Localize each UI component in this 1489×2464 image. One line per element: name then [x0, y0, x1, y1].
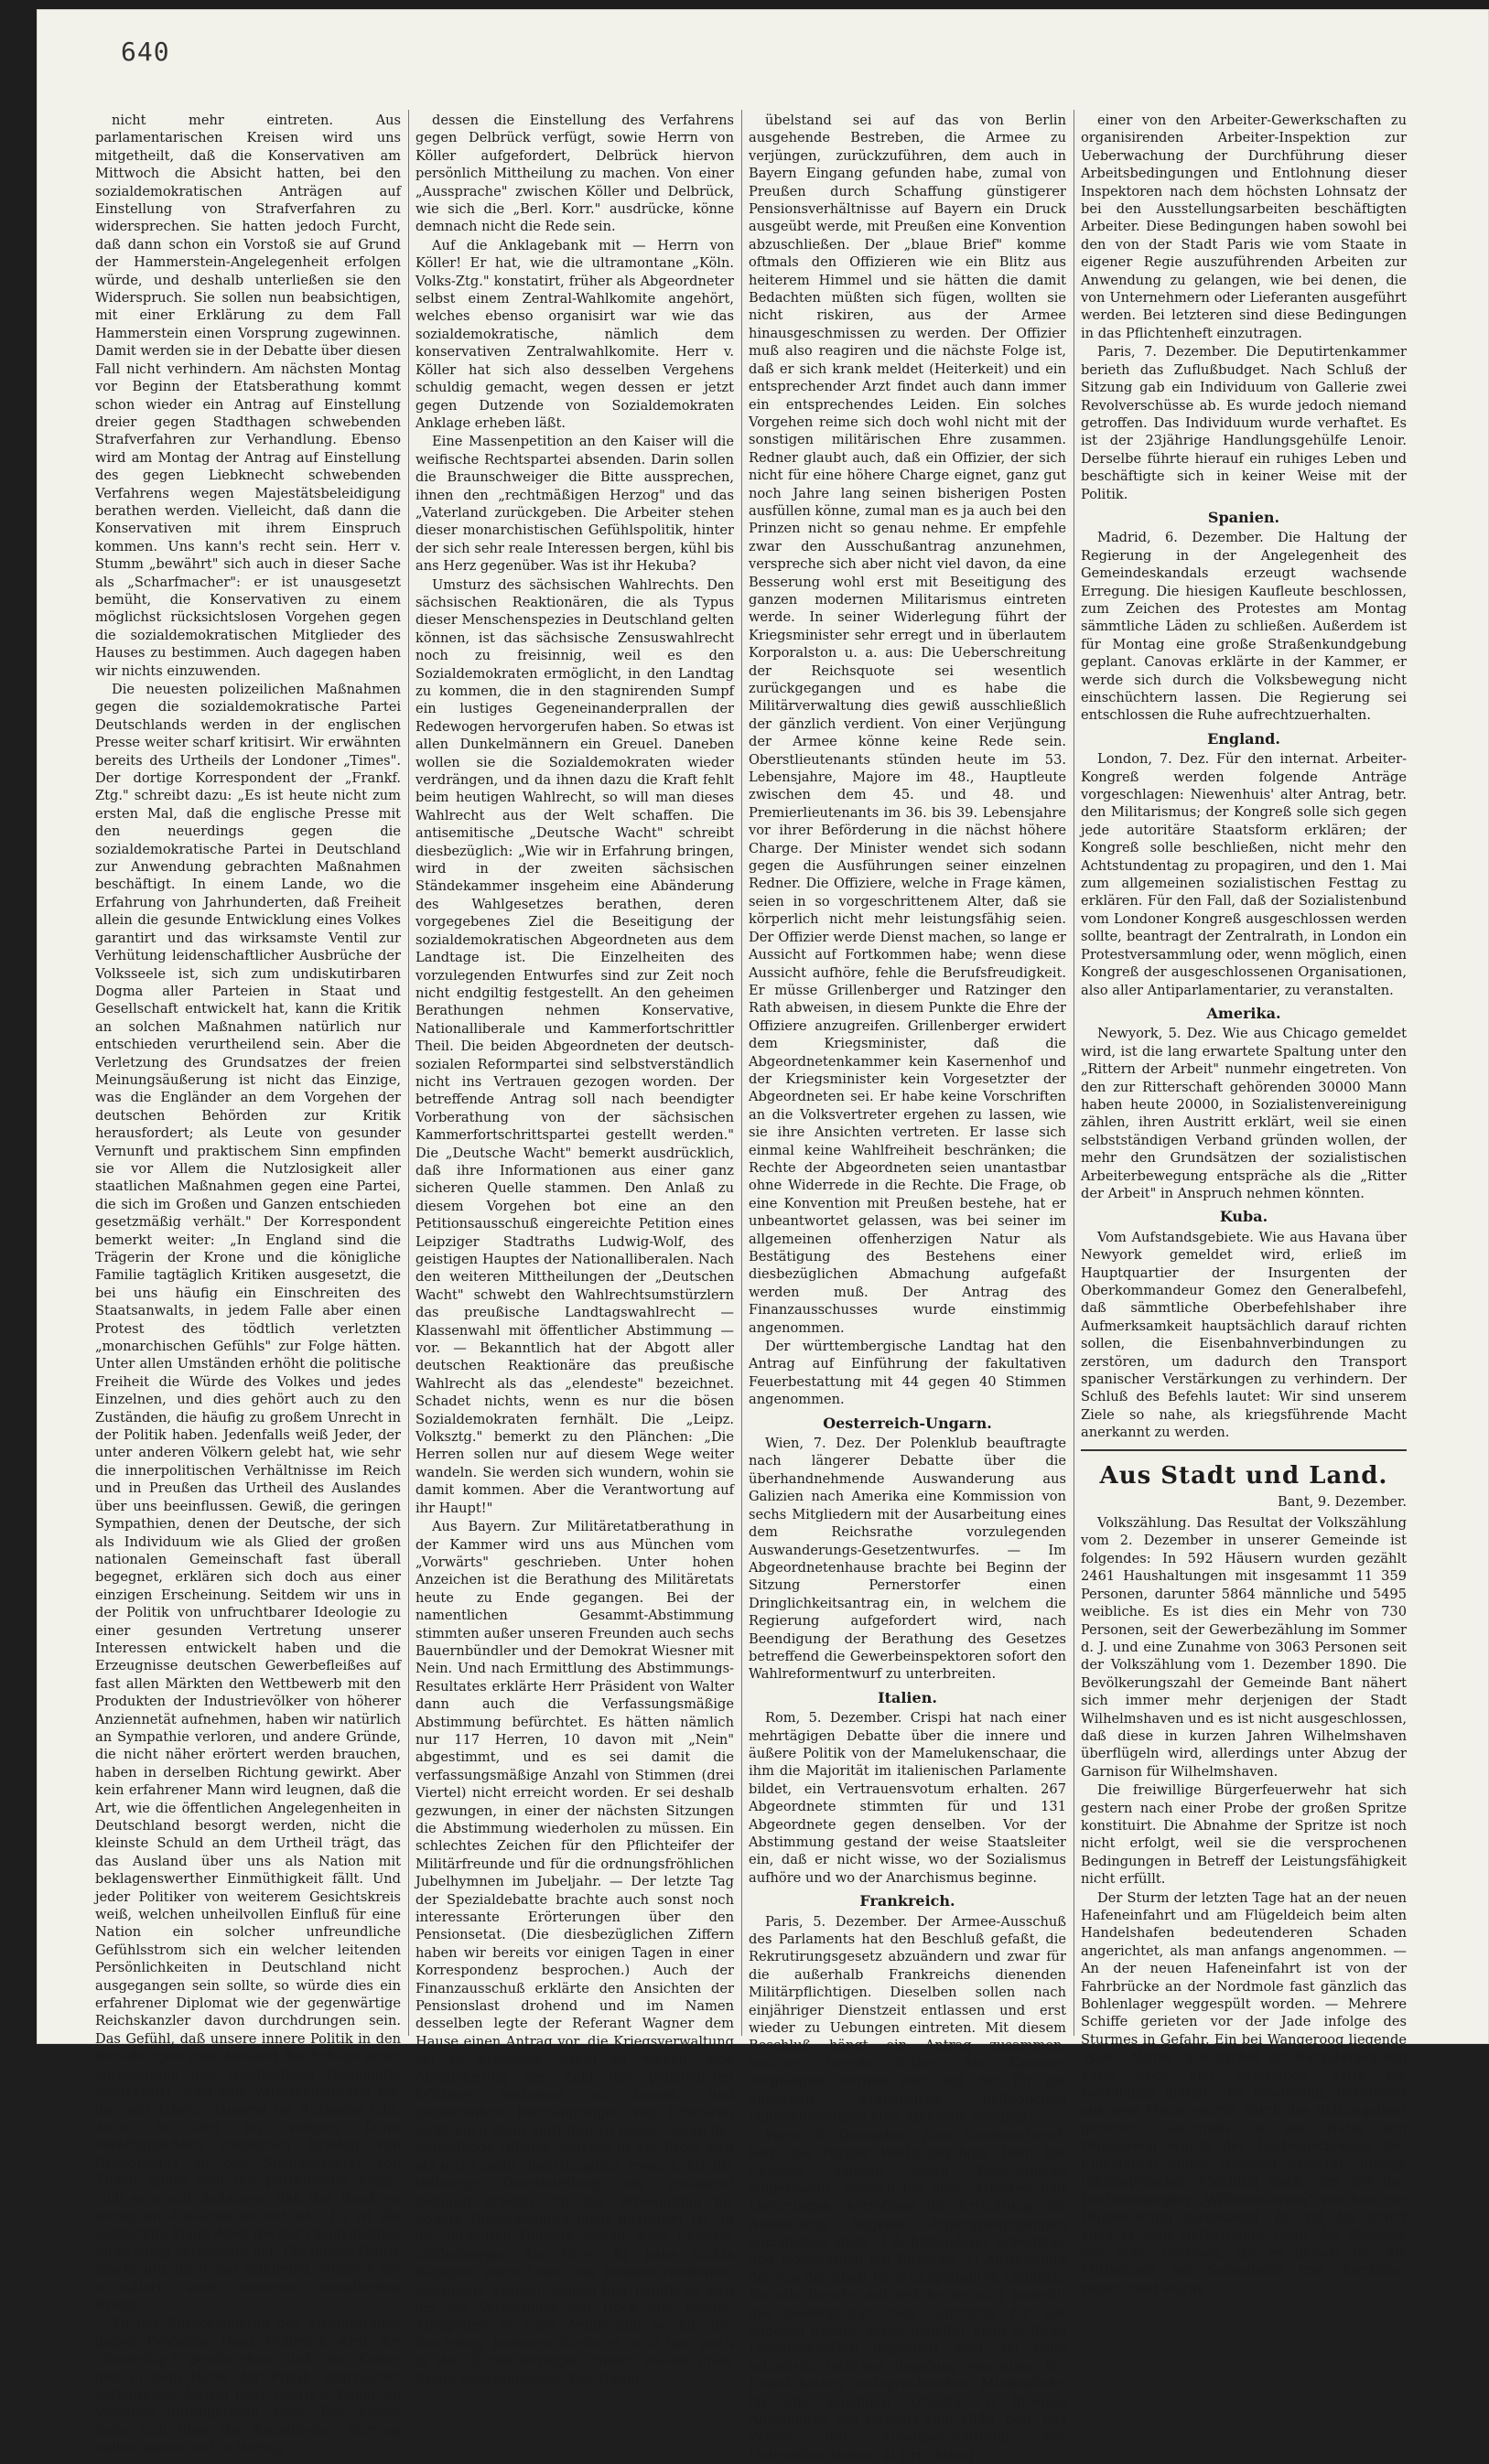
article-paragraph: Paris, 5. Dezember. Der Armee-Ausschuß des Parlaments hat den Beschluß gefaßt, die Rekrutirungsgesetz abzuändern und zwar für die außerhalb Frankreichs dienenden Militärpflichtigen. Dieselben sollen nach einjähriger Dienstzeit entlassen und erst wieder zu Uebungen eintreten. Mit diesem Beschluß hängt ein Antrag zusammen, welcher bereits früher der Kammer vorgelegen worden war und der für die außerhalb Frankreichs befindlichen Fahnenflüchtigen eine Amnestie verlangt. — [749, 1913, 1066, 2126]
article-paragraph: Wien, 7. Dez. Der Polenklub beauftragte nach längerer Debatte über die überhandnehmende Auswanderung aus Galizien nach Amerika eine Kommission von sechs Mitgliedern mit der Ausarbeitung eines dem Reichsrathe vorzulegenden Auswanderungs-Gesetzentwurfes. — Im Abgeordnetenhause brachte bei Beginn der Sitzung Pernerstorfer einen Dringlichkeitsantrag ein, in welchem die Regierung aufgefordert wird, nach Beendigung der Berathung des Gesetzes betreffend die Gewerbeinspektoren sofort den Wahlreformentwurf zu unterbreiten. — [749, 1435, 1066, 1684]
column-rule — [408, 110, 409, 2036]
newspaper-page — [37, 9, 1489, 2044]
article-paragraph: Der Sturm der letzten Tage hat an der neuen Hafeneinfahrt und am Flügeldeich beim alten Handelshafen bedeutenderen Schaden angerichtet, als man anfangs angenommen. — An der neuen Hafeneinfahrt ist von der Fahrbrücke an der Nordmole fast gänzlich das Bohlenlager weggespült worden. — Mehrere Schiffe gerieten vor der Jade infolge des Sturmes in Gefahr. Ein bei Wangeroog liegende Tjalk, „Marie", aus Barßel, mit Backsteinen von Varel nach hier unterwegs, hatte die Nothflagge gehißt. Die Besatzung, bestehend aus zwei Mann, wurde durch das Rettungsboot gerettet. Gleichfalls in der Nähe von Wangeroog wurde der Lootsenschooner der Elbestation hülfos treibend bemerkt. Infolge telegraphischer Meldung nach hier lief der Lootsendampfer „Wilhelmshaven" von hier zur Hülfeleistung ausgesandt. Er traf das Schiff auch in ganz gefährlicher Lage. Als dasselbe von einer Sturzsee, die es gerade um die Mittagszeit am Sonnabend traf, furchtbar zugerichtet wurde — [1081, 1889, 1407, 2297]
article-paragraph: Rom, 5. Dezember. Crispi hat nach einer mehrtägigen Debatte über die innere und äußere Politik von der Mamelukenschaar, die ihm die Majorität im italienischen Parlamente bildet, ein Vertrauensvotum erhalten. 267 Abgeordnete stimmten für und 131 Abgeordnete gegen denselben. Vor der Abstimmung gestand der weise Staatsleiter ein, daß er nicht wisse, wo der Sozialismus aufhöre und wo der Anarchismus beginne. — [749, 1709, 1066, 1887]
column-rule — [741, 110, 742, 2036]
section-heading: Italien. — [749, 1689, 1066, 1706]
article-paragraph: einer von den Arbeiter-Gewerkschaften zu organisirenden Arbeiter-Inspektion zur Ueberwachung der Durchführung dieser Arbeitsbedingungen und Entlohnung dieser Inspektoren nach dem höchsten Lohnsatz der bei den Ausstellungsarbeiten beschäftigten Arbeiter. Diese Bedingungen haben sowohl bei den von der Stadt Paris wie vom Staate in eigener Regie auszuführenden Arbeiten zur Anwendung zu gelangen, wie bei denen, die von Unternehmern oder Lieferanten ausgeführt werden. Bei letzteren sind diese Bedingungen in das Pflichtenheft einzutragen. — [1081, 112, 1407, 342]
text-column-3 — [749, 112, 1066, 2033]
text-column-2 — [415, 112, 734, 2033]
article-paragraph: London, 7. Dez. Für den internat. Arbeiter-Kongreß werden folgende Anträge vorgeschlagen: Niewenhuis' alter Antrag, betr. den Militarismus; der Kongreß solle sich gegen jede autoritäre Staatsform erklären; der Kongreß solle beschließen, nicht mehr den Achtstundentag zu propagiren, und den 1. Mai zum allgemeinen sozialistischen Festtag zu erklären. Für den Fall, daß der Sozialistenbund vom Londoner Kongreß ausgeschlossen werden sollte, beantragt der Zentralrath, in London ein Protestversammlung oder, wenn möglich, einen Kongreß der ausgeschlossenen Organisationen, also aller Antiparlamentarier, zu veranstalten. — [1081, 750, 1407, 999]
article-paragraph: Volkszählung. Das Resultat der Volkszählung vom 2. Dezember in unserer Gemeinde ist folgendes: In 592 Häusern wurden gezählt 2461 Haushaltungen mit insgesammt 11 359 Personen, darunter 5864 männliche und 5495 weibliche. Es ist dies ein Mehr von 730 Personen, seit der Gewerbezählung im Sommer d. J. und eine Zunahme von 3063 Personen seit der Volkszählung vom 1. Dezember 1890. Die Bevölkerungszahl der Gemeinde Bant nähert sich immer mehr derjenigen der Stadt Wilhelmshaven und es ist nicht ausgeschlossen, daß diese in kurzen Jahren Wilhelmshaven überflügeln wird, allerdings unter Abzug der Garnison für Wilhelmshaven. — [1081, 1514, 1407, 1781]
article-paragraph: dessen die Einstellung des Verfahrens gegen Delbrück verfügt, sowie Herrn von Köller aufgefordert, Delbrück hiervon persönlich Mittheilung zu machen. Von einer „Aussprache" zwischen Köller und Delbrück, wie sich die „Berl. Korr." ausdrücke, könne demnach nicht die Rede sein. — [415, 112, 734, 236]
section-rule — [1081, 1449, 1407, 1451]
article-paragraph: übelstand sei auf das von Berlin ausgehende Bestreben, die Armee zu verjüngen, zurückzuführen, dem auch in Bayern Eingang gefunden habe, zumal von Preußen durch Schaffung günstigerer Pensionsverhältnisse auf Bayern ein Druck ausgeübt werde, mit Preußen eine Konvention abzuschließen. Der „blaue Brief" komme oftmals den Offizieren wie ein Blitz aus heiterem Himmel und sie hätten die damit Bedachten müßten sich fügen, wollten sie nicht riskiren, aus der Armee hinausgeschmissen zu werden. Der Offizier muß also reagiren und die nächste Folge ist, daß er sich krank meldet (Heiterkeit) und ein entsprechender Arzt findet auch dann immer ein entsprechendes Leiden. Ein solches Vorgehen reime sich doch wohl nicht mit der sonstigen militärischen Ehre zusammen. Redner glaubt auch, daß ein Offizier, der sich nicht für eine höhere Charge eignet, ganz gut noch Jahre lang seinen bisherigen Posten ausfüllen könne, zumal man es ja auch bei den Prinzen nicht so genau nehme. Er empfehle zwar den Ausschußantrag anzunehmen, verspreche sich aber nicht viel davon, da eine Besserung wohl erst mit Beseitigung des ganzen modernen Militarismus eintreten werde. In seiner Widerlegung führt der Kriegsminister sehr erregt und in überlautem Korporalston u. a. aus: Die Ueberschreitung der Reichsquote sei wesentlich zurückgegangen und es habe die Militärverwaltung dies gewiß ausschließlich der gänzlich verdient. Von einer Verjüngung der Armee könne keine Rede sein. Oberstlieutenants stünden heute im 53. Lebensjahre, Majore im 48., Hauptleute zwischen dem 45. und 48. und Premierlieutenants im 36. bis 39. Lebensjahre vor ihrer Beförderung in die nächst höhere Charge. Der Minister wendet sich sodann gegen die Ausführungen seiner einzelnen Redner. Die Offiziere, welche in Frage kämen, seien in so vorgeschrittenem Alter, daß sie körperlich nicht mehr leistungsfähig seien. Der Offizier werde Dienst machen, so lange er Aussicht auf Fortkommen habe; wenn diese Aussicht aufhöre, fehle die Berufsfreudigkeit. Er müsse Grillenberger und Ratzinger den Rath abweisen, in diesem Punkte die Ehre der Offiziere anzugreifen. Grillenberger erwidert dem Kriegsminister, daß die Abgeordnetenkammer kein Kasernenhof und der Kriegsminister kein Vorgesetzter der Abgeordneten sei. Er habe keine Vorschriften an die Volksvertreter ergehen zu lassen, wie sie ihre Ansichten vertreten. Er lasse sich einmal keine Wahlfreiheit beschränken; die Rechte der Abgeordneten seien unantastbar ohne Widerrede in die Rechte. Die Frage, ob eine Konvention mit Preußen bestehe, hat er unbeantwortet gelassen, was bei seiner im allgemeinen offenherzigen Natur als Bestätigung des Bestehens einer diesbezüglichen Abmachung aufgefaßt werden muß. Der Antrag des Finanzausschusses wurde einstimmig angenommen. — [749, 112, 1066, 1337]
page-number: 640 — [121, 37, 170, 67]
article-paragraph: Die neuesten polizeilichen Maßnahmen gegen die sozialdemokratische Partei Deutschlands werden in der englischen Presse weiter scharf kritisirt. Wir erwähnten bereits des Urtheils der Londoner „Times". Der dortige Korrespondent der „Frankf. Ztg." schreibt dazu: „Es ist heute nicht zum ersten Mal, daß die englische Presse mit den neuerdings gegen die sozialdemokratische Partei in Deutschland zur Anwendung gebrachten Maßnahmen beschäftigt. In einem Lande, wo die Erfahrung von Jahrhunderten, daß Freiheit allein die gesunde Entwicklung eines Volkes garantirt und das wirksamste Ventil zur Verhütung leidenschaftlicher Ausbrüche der Volksseele ist, sich zum undiskutirbaren Dogma aller Parteien in Staat und Gesellschaft entwickelt hat, kann die Kritik an solchen Maßnahmen natürlich nur entschieden verurtheilend sein. Aber die Verletzung des Grundsatzes der freien Meinungsäußerung ist nicht das Einzige, was die Engländer an dem Vorgehen der deutschen Behörden zur Kritik herausfordert; als Leute von gesunder Vernunft und praktischem Sinn empfinden sie vor Allem die Nutzlosigkeit aller staatlichen Maßnahmen gegen eine Partei, die sich im Großen und Ganzen entschieden gesetzmäßig verhält." Der Korrespondent bemerkt weiter: „In England sind die Trägerin der Krone und die königliche Familie tagtäglich Kritiken ausgesetzt, die bei uns häufig ein Einschreiten des Staatsanwalts, in jedem Falle aber einen Protest des tödtlich verletzten „monarchischen Gefühls" zur Folge hätten. Unter allen Umständen erhöht die politische Freiheit die Würde des Volkes und jedes Einzelnen, und dies gehört auch zu den Zuständen, die häufig zu großem Unrecht in der Politik haben. Jedenfalls weiß Jeder, der unter anderen Völkern gelebt hat, wie sehr die innerpolitischen Verhältnisse im Reich und in Preußen das Urtheil des Auslandes über uns beeinflussen. Gewiß, die geringen Sympathien, denen der Deutsche, der sich als Individuum wie als Glied der großen nationalen Gemeinschaft fast überall begegnet, erklären sich doch aus einer einzigen Erscheinung. Seitdem wir uns in der Politik von unfruchtbarer Ideologie zu einer gesunden Vertretung unserer Interessen entwickelt haben und die Erzeugnisse deutschen Gewerbefleißes auf fast allen Märkten den Wettbewerb mit den Produkten der Industrievölker von höherer Anziennetät aufnehmen, haben wir natürlich an Sympathie verloren, und andere Gründe, die nicht näher erörtert werden brauchen, haben in derselben Richtung gewirkt. Aber kein erfahrener Mann wird leugnen, daß die Art, wie die öffentlichen Angelegenheiten in Deutschland besorgt werden, nicht die kleinste Schuld an dem Urtheil trägt, das das Ausland über uns als Nation mit beklagenswerther Einmüthigkeit fällt. Und jeder Politiker von weiterem Gesichtskreis weiß, welchen unheilvollen Einfluß für eine Nation ein solcher unfreundliche Gefühlsstrom sich ein welcher leitenden Persönlichkeiten in Deutschland nicht ausgegangen sein sollte, so würde dies ein erfahrener Diplomat wie der gegenwärtige Reichskanzler davon durchdrungen sein. Das Gefühl, daß unsere innere Politik in den Beziehungen zum Ausland die Erfolge einer vorsichtigen und friedfertigen Diplomatie neutralisirt, wird kein Vaterlandsfreund los, der seit Jahren dauernd im Auslande lebt. Auch in den im vorigen Jahre veröffentlichten römischen Briefen von Gregorovius an den Staatssekretär von Thiele findet sich die patriotische Klage: „Ich sehe mit Bedauern, daß das Reich so wenig im Auslande beliebt ist." Es ist die stereotype Klage Aller, die der Chauvinismus nicht völlig verblendet hat. Die innere Politik macht uns nicht nur mißliebig, sondern sie schmälert auch unseren moralischen Kredit." — [95, 681, 401, 2314]
section-heading: Spanien. — [1081, 509, 1407, 526]
article-paragraph: Die freiwillige Bürgerfeuerwehr hat sich gestern nach einer Probe der großen Spritze konstituirt. Die Abnahme der Spritze ist noch nicht erfolgt, weil sie die versprochenen Bedingungen in Betreff der Leistungsfähigkeit nicht erfüllt. — [1081, 1781, 1407, 1888]
text-column-4 — [1081, 112, 1407, 2033]
section-heading: Kuba. — [1081, 1208, 1407, 1225]
dateline: Bant, 9. Dezember. — [1081, 1493, 1407, 1511]
article-paragraph: Newyork, 5. Dez. Wie aus Chicago gemeldet wird, ist die lang erwartete Spaltung unter den „Rittern der Arbeit" nunmehr eingetreten. Von den zur Ritterschaft gehörenden 30000 Mann haben heute 20000, in Sozialistenvereinigung zählen, ihren Austritt erklärt, weil sie einen selbstständigen Verband gründen wollen, der mehr den Grundsätzen der sozialistischen Arbeiterbewegung entspräche als die „Ritter der Arbeit" in Anspruch nehmen könnten. — [1081, 1025, 1407, 1202]
article-paragraph: nicht mehr eintreten. Aus parlamentarischen Kreisen wird uns mitgetheilt, daß die Konservativen am Mittwoch die Absicht hatten, bei den sozialdemokratischen Anträgen auf Einstellung von Strafverfahren zu widersprechen. Sie hatten jedoch Furcht, daß dann schon ein Vorstoß sie auf Grund der Hammerstein-Angelegenheit erfolgen würde, und deshalb unterließen sie den Widerspruch. Sie sollen nun beabsichtigen, mit einer Erklärung zu dem Fall Hammerstein einen Vorsprung zugewinnen. Damit werden sie in der Debatte über diesen Fall nicht verhindern. Am nächsten Montag vor Beginn der Etatsberathung kommt schon wieder ein Antrag auf Einstellung dreier gegen Stadthagen schwebenden Strafverfahren zur Verhandlung. Ebenso wird am Montag der Antrag auf Einstellung des gegen Liebknecht schwebenden Verfahrens wegen Majestätsbeleidigung berathen werden. Vielleicht, daß dann die Konservativen mit ihrem Einspruch kommen. Uns kann's recht sein. Herr v. Stumm „bewährt" sich auch in dieser Sache als „Scharfmacher": er ist unausgesetzt bemüht, die Konservativen zu einem möglichst rücksichtslosen Vorgehen gegen die sozialdemokratischen Mitglieder des Hauses zu bestimmen. Auch dagegen haben wir nichts einzuwenden. — [95, 112, 401, 680]
section-heading: Oesterreich-Ungarn. — [749, 1415, 1066, 1432]
article-paragraph: Eine Massenpetition an den Kaiser will die weifische Rechtspartei absenden. Darin sollen die Braunschweiger die Bitte aussprechen, ihnen den „rechtmäßigen Herzog" und das „Vaterland zurückgeben. Die Arbeiter stehen dieser monarchistischen Gefühlspolitik, hinter der sich sehr reale Interessen bergen, kühl bis ans Herz gegenüber. Was ist ihr Hekuba? — [415, 433, 734, 575]
section-heading: Amerika. — [1081, 1005, 1407, 1022]
section-title: Aus Stadt und Land. — [1081, 1460, 1407, 1491]
section-heading: England. — [1081, 730, 1407, 748]
text-column-1 — [95, 112, 401, 2033]
article-paragraph: Paris, 6. Dezember. Zum Gesetzentwurf, betr. die Pariser Weltausstellung 1900 hat Genosse Vaillant einen Zusatzantrag eingebracht, wonach bei allen Arbeiten und Lieferungen, betreffend die Errichtung der Ausstellung, folgende Arbeitsbedingungen einzuhalten sind: 1) Achtstündiger Arbeitstag und wöchentlich ein Ruhetag. 2) Anwendung der von der Stadt Paris aufgestellten Lohnliste für alle Berufe, auf welche sie sich bezieht; des gewerkschaftlichen Lohntarifs für alle anderen Berufe, deren Arbeiter nicht in ihren Gewerkschaften organisirt sind; im Falle schiedsrichterlicher Regelung von einer ein Einsatzkosten entsprechenden Minimallohn für alle sonstigen Arbeiter. 3) Strenge Anwendung des Dekrets vom 1848, betr. das Verbot der Arbeitsvermittlung von Unterakkordanten. 4) Errichtung — [749, 2127, 1066, 2464]
article-paragraph: Vom Aufstandsgebiete. Wie aus Havana über Newyork gemeldet wird, erließ im Hauptquartier der Insurgenten der Oberkommandeur Gomez den Generalbefehl, daß sämmtliche Oberbefehlshaber ihre Aufmerksamkeit hauptsächlich darauf richten sollen, die Eisenbahnverbindungen zu zerstören, um dadurch den Transport spanischer Verstärkungen zu verhindern. Der Schluß des Befehls lautet: Wir sind unserem Ziele so nahe, als kriegsführende Macht anerkannt zu werden. — [1081, 1229, 1407, 1442]
article-paragraph: Paris, 7. Dezember. Die Deputirtenkammer berieth das Zuflußbudget. Nach Schluß der Sitzung gab ein Individuum von Gallerie zwei Revolverschüsse ab. Es wurde jedoch niemand getroffen. Das Individuum wurde verhaftet. Es ist der 23jährige Handlungsgehülfe Lenoir. Derselbe führte hierauf ein ruhiges Leben und beschäftigte sich in keiner Weise mit der Politik. — [1081, 343, 1407, 503]
section-heading: Frankreich. — [749, 1892, 1066, 1910]
article-paragraph: Der württembergische Landtag hat den Antrag auf Einführung der fakultativen Feuerbestattung mit 44 gegen 40 Stimmen angenommen. — [749, 1338, 1066, 1409]
article-paragraph: Auf die Anklagebank mit — Herrn von Köller! Er hat, wie die ultramontane „Köln. Volks-Ztg." konstatirt, früher als Abgeordneter selbst einem Zentral-Wahlkomite angehört, welches ebenso organisirt war wie das sozialdemokratische, nämlich dem konservativen Zentralwahlkomite. Herr v. Köller hat sich also desselben Vergehens schuldig gemacht, wegen dessen er jetzt gegen Dutzende von Sozialdemokraten Anklage erheben läßt. — [415, 237, 734, 432]
article-paragraph: Umsturz des sächsischen Wahlrechts. Den sächsischen Reaktionären, die als Typus dieser Menschenspezies in Deutschland gelten können, ist das sächsische Zensuswahlrecht noch zu freisinnig, weil es den Sozialdemokraten ermöglicht, in den Landtag zu kommen, die in den stagnirenden Sumpf ein lustiges Gegeneinanderprallen der Redewogen hervorgerufen haben. So etwas ist allen Dunkelmännern ein Greuel. Daneben wollen sie die Sozialdemokraten wieder verdrängen, und da ihnen dazu die Kraft fehlt beim heutigen Wahlrecht, so will man dieses Wahlrecht aus der Welt schaffen. Die antisemitische „Deutsche Wacht" schreibt diesbezüglich: „Wie wir in Erfahrung bringen, wird in der zweiten sächsischen Ständekammer insgeheim eine Abänderung des Wahlgesetzes berathen, deren vorgegebenes Ziel die Beseitigung der sozialdemokratischen Abgeordneten aus dem Landtage ist. Die Einzelheiten des vorzulegenden Entwurfes sind zur Zeit noch nicht endgiltig festgestellt. An den geheimen Berathungen nehmen Konservative, Nationalliberale und Kammerfortschrittler Theil. Die beiden Abgeordneten der deutsch-sozialen Reformpartei sind selbstverständlich nicht ins Vertrauen gezogen worden. Der betreffende Antrag soll nach beendigter Vorberathung von der sächsischen Kammerfortschrittspartei gestellt werden." Die „Deutsche Wacht" bemerkt ausdrücklich, daß ihre Informationen aus einer ganz sicheren Quelle stammen. Den Anlaß zu diesem Vorgehen bot eine an den Petitionsausschuß eingereichte Petition eines Leipziger Stadtraths Ludwig-Wolf, des geistigen Hauptes der Nationalliberalen. Nach den weiteren Mittheilungen der „Deutschen Wacht" schwebt den Wahlrechtsumstürzlern das preußische Landtagswahlrecht — Klassenwahl mit öffentlicher Abstimmung — vor. — Bekanntlich hat der Abgott aller deutschen Reaktionäre das preußische Wahlrecht als das „elendeste" bezeichnet. Schadet nichts, wenn es nur die bösen Sozialdemokraten fernhält. Die „Leipz. Volksztg." bemerkt zu den Plänchen: „Die Herren sollen nur auf diesem Wege weiter wandeln. Sie werden sich wundern, wohin sie damit kommen. Aber die Verantwortung auf ihr Haupt!" — [415, 576, 734, 1518]
article-paragraph: Aus Bayern. Zur Militäretatberathung in der Kammer wird uns aus München vom „Vorwärts" geschrieben. Unter hohen Anzeichen ist die Berathung des Militäretats heute zu Ende gegangen. Bei der namentlichen Gesammt-Abstimmung stimmten außer unseren Freunden auch sechs Bauernbündler und der Demokrat Wiesner mit Nein. Und nach Ermittlung des Abstimmungs-Resultates erklärte Herr Präsident von Walter dann auch die Verfassungsmäßige Abstimmung befürchtet. Es hätten nämlich nur 117 Herren, 10 davon mit „Nein" abgestimmt, und es sei damit die verfassungsmäßige Anzahl von Stimmen (drei Viertel) nicht erreicht worden. Er sei deshalb gezwungen, in einer der nächsten Sitzungen die Abstimmung wiederholen zu müssen. Ein schlechtes Zeichen für den Pflichteifer der Militärfreunde und für die ordnungsfröhlichen Jubelhymnen im Jubeljahr. — Der letzte Tag der Spezialdebatte brachte auch sonst noch interessante Erörterungen über den Pensionsetat. (Die diesbezüglichen Ziffern haben wir bereits vor einigen Tagen in einer Korrespondenz besprochen.) Auch der Finanzausschuß erklärte den Ansichten der Pensionslast drohend und im Namen desselben legte der Referant Wagner dem Hause einen Antrag vor, die Kriegsverwaltung sei zu ersuchen, dahin zu wirken, eine Abminderung der Zahl der pensionirten Offiziere eintreten zu lassen, und insbesondere Pensionirungen von Offizieren nicht auch dann eintreten zu lassen, wenn der betreffende Offizier, welcher in der Front sich als nicht mehr diensttauglich erweist, für die bisherige Dienststellung als genügend befähigt erweist, für die Verwendung bis höhere Dienststellung nicht qualifizirt ist. In der lebhaften Debatte nimmt auch Genosse Grillenberger das Wort. Er habe nichts dagegen, wenn Leute, die Pension verdienen, pensionirt werden. Jedoch hier handle es sich um die Versorgung von Hoch und Nieder. Kompetent zu einer Aenderung sei nur der Reichstag; indessen dürfte es nicht uns, auch in den Einzellandtagen immer wieder diese Frage anzuschneiden. Der Haupt- — [415, 1518, 734, 2388]
article-paragraph: Zu der Zurückziehung des Strafantrages gegen Professor Hans Delbrück wird der „Saale-Ztg." geschrieben, daß der Kaiser den in dem Hefte der Preuß. Jahrbücher enthaltenen Artikel über Herrn v. Köller im Vorlande durchgelesen habe. Der Kaiser habe sich über die Einzelheiten Vortrag halten lassen und in Verfolg — [95, 2315, 401, 2457]
article-paragraph: Madrid, 6. Dezember. Die Haltung der Regierung in der Angelegenheit des Gemeindeskandals erzeugt wachsende Erregung. Die hiesigen Kaufleute beschlossen, zum Zeichen des Protestes am Montag sämmtliche Läden zu schließen. Außerdem ist für Montag eine große Straßenkundgebung geplant. Canovas erklärte in der Kammer, er werde sich durch die Volksbewegung nicht einschüchtern lassen. Die Regierung sei entschlossen die Ruhe aufrechtzuerhalten. — [1081, 529, 1407, 724]
